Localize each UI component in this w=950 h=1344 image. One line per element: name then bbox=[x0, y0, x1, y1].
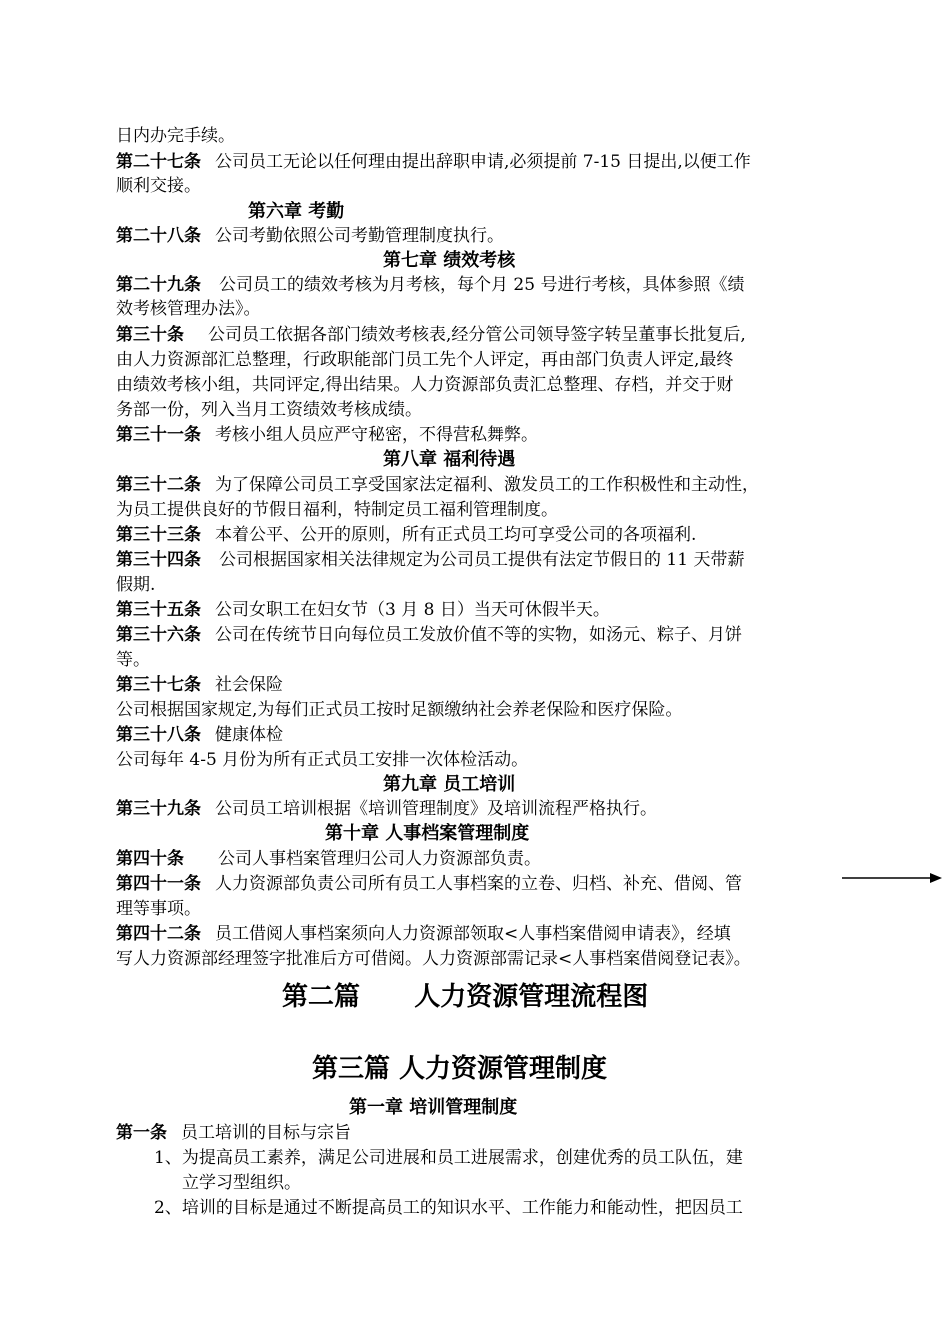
article-text: 公司员工依据各部门绩效考核表,经分管公司领导签字转呈董事长批复后, bbox=[208, 325, 746, 345]
list-item: 2、培训的目标是通过不断提高员工的知识水平、工作能力和能动性，把因员工 bbox=[154, 1198, 743, 1218]
paragraph-line: 公司根据国家规定,为每们正式员工按时足额缴纳社会养老保险和医疗保险。 bbox=[116, 700, 683, 720]
article-text: 社会保险 bbox=[215, 675, 283, 695]
paragraph-line: 等。 bbox=[116, 650, 150, 670]
article-label: 第三十五条 bbox=[116, 600, 201, 620]
article-33 bbox=[116, 523, 696, 547]
article-label: 第二十七条 bbox=[116, 152, 201, 172]
article-text: 公司根据国家相关法律规定为公司员工提供有法定节假日的 11 天带薪 bbox=[219, 550, 745, 570]
article-31 bbox=[116, 423, 538, 447]
article-label: 第三十七条 bbox=[116, 675, 201, 695]
article-label: 第二十八条 bbox=[116, 226, 201, 246]
part-heading: 第三篇 人力资源管理制度 bbox=[312, 1054, 608, 1084]
article-42 bbox=[116, 922, 731, 946]
article-text: 公司人事档案管理归公司人力资源部负责。 bbox=[218, 849, 541, 869]
paragraph-line: 理等事项。 bbox=[116, 899, 201, 919]
paragraph-line: 由人力资源部汇总整理，行政职能部门员工先个人评定，再由部门负责人评定,最终 bbox=[116, 350, 734, 370]
article-34 bbox=[116, 548, 744, 572]
paragraph-line: 写人力资源部经理签字批准后方可借阅。人力资源部需记录<人事档案借阅登记表》。 bbox=[116, 949, 751, 969]
article-label: 第三十六条 bbox=[116, 625, 201, 645]
article-40 bbox=[116, 847, 541, 871]
chapter-heading: 第九章 员工培训 bbox=[383, 774, 516, 795]
article-text: 公司女职工在妇女节（3 月 8 日）当天可休假半天。 bbox=[215, 600, 610, 620]
paragraph-line: 日内办完手续。 bbox=[116, 126, 235, 146]
article-label: 第三十八条 bbox=[116, 725, 201, 745]
chapter-heading: 第六章 考勤 bbox=[248, 201, 345, 222]
article-text: 为了保障公司员工享受国家法定福利、激发员工的工作积极性和主动性， bbox=[215, 475, 759, 495]
article-28 bbox=[116, 224, 504, 248]
paragraph-line: 务部一份，列入当月工资绩效考核成绩。 bbox=[116, 400, 422, 420]
article-text: 健康体检 bbox=[215, 725, 283, 745]
chapter-heading: 第一章 培训管理制度 bbox=[349, 1097, 518, 1118]
paragraph-line: 为员工提供良好的节假日福利，特制定员工福利管理制度。 bbox=[116, 500, 558, 520]
article-label: 第一条 bbox=[116, 1123, 167, 1143]
article-text: 人力资源部负责公司所有员工人事档案的立卷、归档、补充、借阅、管 bbox=[215, 874, 742, 894]
article-text: 考核小组人员应严守秘密，不得营私舞弊。 bbox=[215, 425, 538, 445]
chapter-heading: 第七章 绩效考核 bbox=[383, 250, 516, 271]
article-label: 第四十二条 bbox=[116, 924, 201, 944]
paragraph-line: 顺利交接。 bbox=[116, 176, 201, 196]
article-label: 第三十条 bbox=[116, 325, 184, 345]
article-label: 第三十九条 bbox=[116, 799, 201, 819]
article-label: 第四十一条 bbox=[116, 874, 201, 894]
article-text: 本着公平、公开的原则，所有正式员工均可享受公司的各项福利. bbox=[215, 525, 697, 545]
article-text: 员工借阅人事档案须向人力资源部领取<人事档案借阅申请表》，经填 bbox=[215, 924, 731, 944]
paragraph-line: 假期. bbox=[116, 575, 156, 595]
article-label: 第三十二条 bbox=[116, 475, 201, 495]
paragraph-line: 公司每年 4-5 月份为所有正式员工安排一次体检活动。 bbox=[116, 750, 529, 770]
article-27 bbox=[116, 150, 751, 174]
article-41 bbox=[116, 872, 742, 896]
list-item-continued: 立学习型组织。 bbox=[182, 1173, 301, 1193]
article-label: 第三十一条 bbox=[116, 425, 201, 445]
article-text: 公司员工无论以任何理由提出辞职申请,必须提前 7-15 日提出,以便工作 bbox=[215, 152, 751, 172]
article-text: 公司员工的绩效考核为月考核，每个月 25 号进行考核，具体参照《绩 bbox=[219, 275, 745, 295]
arrow-right-icon bbox=[842, 870, 942, 886]
article-text: 公司考勤依照公司考勤管理制度执行。 bbox=[215, 226, 504, 246]
article-text: 员工培训的目标与宗旨 bbox=[181, 1123, 351, 1143]
article-1 bbox=[116, 1121, 351, 1145]
article-label: 第三十四条 bbox=[116, 550, 201, 570]
chapter-heading: 第十章 人事档案管理制度 bbox=[325, 823, 530, 844]
paragraph-line: 效考核管理办法》。 bbox=[116, 299, 261, 319]
article-37 bbox=[116, 673, 283, 697]
list-item: 1、为提高员工素养，满足公司进展和员工进展需求，创建优秀的员工队伍，建 bbox=[154, 1148, 743, 1168]
chapter-heading: 第八章 福利待遇 bbox=[383, 449, 516, 470]
paragraph-line: 由绩效考核小组，共同评定,得出结果。人力资源部负责汇总整理、存档，并交于财 bbox=[116, 375, 734, 395]
part-heading: 第二篇 人力资源管理流程图 bbox=[282, 982, 649, 1012]
article-29 bbox=[116, 273, 744, 297]
article-39 bbox=[116, 797, 657, 821]
article-32 bbox=[116, 473, 759, 497]
article-label: 第二十九条 bbox=[116, 275, 201, 295]
article-36 bbox=[116, 623, 742, 647]
article-35 bbox=[116, 598, 610, 622]
article-38 bbox=[116, 723, 283, 747]
article-text: 公司在传统节日向每位员工发放价值不等的实物，如汤元、粽子、月饼 bbox=[215, 625, 742, 645]
article-30 bbox=[116, 323, 746, 347]
article-label: 第四十条 bbox=[116, 849, 184, 869]
article-text: 公司员工培训根据《培训管理制度》及培训流程严格执行。 bbox=[215, 799, 657, 819]
article-label: 第三十三条 bbox=[116, 525, 201, 545]
